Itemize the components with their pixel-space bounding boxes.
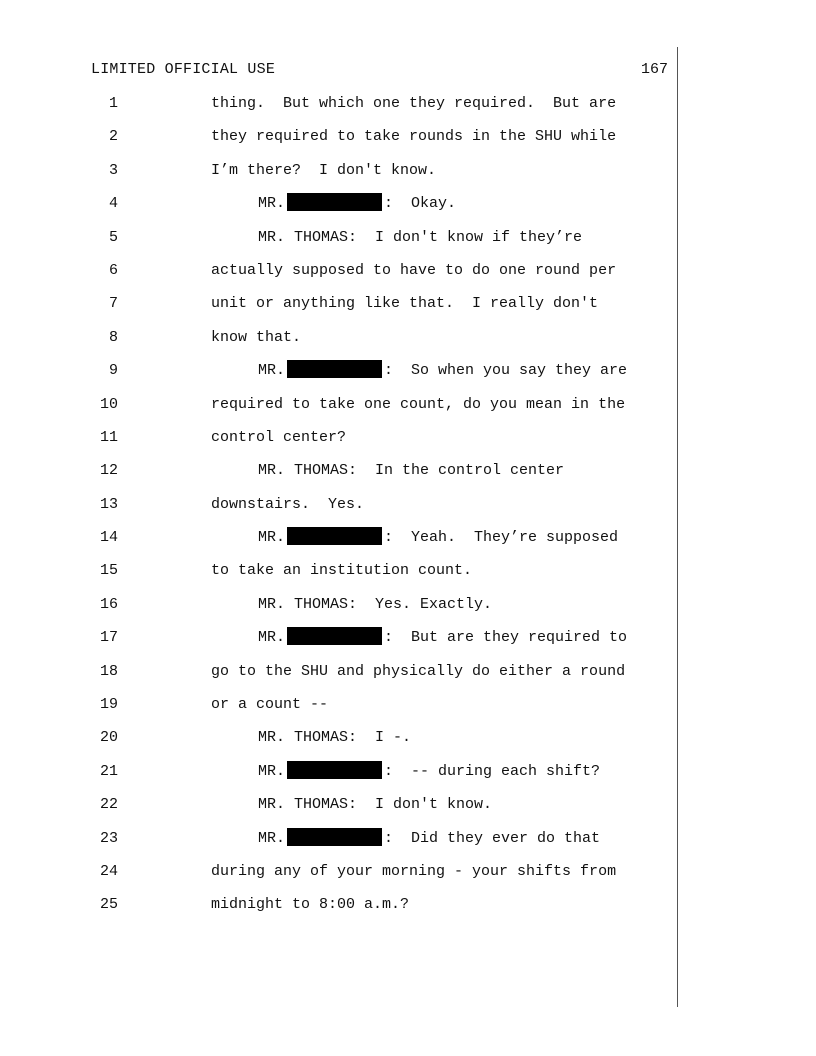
transcript-line xyxy=(0,493,676,526)
line-number: 20 xyxy=(99,729,118,747)
line-number: 24 xyxy=(99,862,118,880)
line-text-content: thing. But which one they required. But are xyxy=(211,95,617,112)
line-number: 10 xyxy=(99,395,118,413)
line-number: 14 xyxy=(99,529,118,547)
transcript-line xyxy=(0,426,676,459)
line-text-content: MR. xyxy=(258,529,286,547)
line-number: 18 xyxy=(99,662,118,680)
transcript-line xyxy=(0,526,676,559)
line-text-content: I’m there? I don't know. xyxy=(211,161,437,179)
transcript-line xyxy=(0,626,676,659)
line-text xyxy=(211,125,616,149)
line-number: 6 xyxy=(108,261,118,279)
right-margin-rule xyxy=(677,47,678,1007)
transcript-line xyxy=(0,559,676,592)
line-text-content: actually supposed to have to do one round per xyxy=(211,261,617,279)
line-number: 22 xyxy=(99,796,118,814)
transcript-line xyxy=(0,326,676,359)
line-text-content: MR. THOMAS: I don't know if they’re xyxy=(258,228,583,246)
line-text-content: MR. THOMAS: I don't know. xyxy=(258,796,493,814)
line-number: 3 xyxy=(108,161,118,179)
redaction-box xyxy=(287,193,382,211)
line-number: 25 xyxy=(99,896,118,914)
line-text xyxy=(211,693,328,717)
line-text xyxy=(211,493,364,517)
line-text-content: MR. THOMAS: I -. xyxy=(258,729,412,747)
transcript-line xyxy=(0,125,676,158)
line-number: 17 xyxy=(99,629,118,647)
line-text-content: midnight to 8:00 a.m.? xyxy=(211,896,410,914)
line-text-continuation: : So when you say they are xyxy=(384,362,628,380)
line-text-content: to take an institution count. xyxy=(211,562,473,580)
line-text-continuation: : But are they required to xyxy=(384,629,628,647)
page-number: 167 xyxy=(640,61,668,78)
line-text-content: MR. xyxy=(258,195,286,213)
transcript-line xyxy=(0,226,676,259)
line-text xyxy=(211,559,472,583)
line-text-content: downstairs. Yes. xyxy=(211,495,365,513)
line-number: 12 xyxy=(99,462,118,480)
line-text xyxy=(258,459,564,483)
line-text xyxy=(258,359,627,383)
line-text xyxy=(258,827,600,851)
line-text-continuation: : Okay. xyxy=(384,195,457,213)
line-text xyxy=(258,593,492,617)
line-text-content: they required to take rounds in the SHU while xyxy=(211,128,617,146)
line-text xyxy=(211,92,616,116)
transcript-line xyxy=(0,92,676,125)
line-text-content: during any of your morning - your shifts from xyxy=(211,862,617,880)
line-text-content: know that. xyxy=(211,328,302,346)
line-text-content: control center? xyxy=(211,428,347,446)
line-text-continuation: : Yeah. They’re supposed xyxy=(384,529,619,547)
line-text xyxy=(211,259,616,283)
redaction-box xyxy=(287,627,382,645)
transcript-line xyxy=(0,726,676,759)
line-number: 15 xyxy=(99,562,118,580)
line-text xyxy=(211,426,346,450)
line-text-content: MR. xyxy=(258,629,286,647)
line-text-content: required to take one count, do you mean in the xyxy=(211,395,626,413)
transcript-lines xyxy=(0,92,676,927)
transcript-line xyxy=(0,192,676,225)
line-text xyxy=(258,726,411,750)
transcript-line xyxy=(0,292,676,325)
transcript-line xyxy=(0,593,676,626)
transcript-line xyxy=(0,860,676,893)
line-number: 1 xyxy=(108,95,118,112)
line-text xyxy=(258,626,627,650)
line-number: 4 xyxy=(108,195,118,213)
line-number: 2 xyxy=(108,128,118,146)
line-number: 5 xyxy=(108,228,118,246)
line-text-content: unit or anything like that. I really don't xyxy=(211,295,599,313)
line-text xyxy=(211,326,301,350)
line-number: 16 xyxy=(99,595,118,613)
line-number: 8 xyxy=(108,328,118,346)
line-text-content: or a count -- xyxy=(211,696,329,714)
redaction-box xyxy=(287,527,382,545)
transcript-line xyxy=(0,459,676,492)
transcript-line xyxy=(0,259,676,292)
transcript-line xyxy=(0,893,676,926)
line-number: 13 xyxy=(99,495,118,513)
line-text-content: go to the SHU and physically do either a round xyxy=(211,662,626,680)
line-text xyxy=(258,760,600,784)
redaction-box xyxy=(287,828,382,846)
line-text xyxy=(211,660,625,684)
line-number: 21 xyxy=(99,762,118,780)
line-text-continuation: : -- during each shift? xyxy=(384,762,601,780)
line-text-content: MR. xyxy=(258,362,286,380)
line-text xyxy=(211,159,436,183)
line-number: 7 xyxy=(108,295,118,313)
line-text xyxy=(258,526,618,550)
transcript-line xyxy=(0,159,676,192)
line-text-content: MR. THOMAS: Yes. Exactly. xyxy=(258,595,493,613)
line-text-content: MR. xyxy=(258,829,286,847)
line-number: 19 xyxy=(99,696,118,714)
transcript-line xyxy=(0,393,676,426)
transcript-line xyxy=(0,760,676,793)
redaction-box xyxy=(287,360,382,378)
classification-header: LIMITED OFFICIAL USE xyxy=(91,61,276,78)
line-number: 9 xyxy=(108,362,118,380)
line-text xyxy=(258,793,492,817)
line-text-content: MR. xyxy=(258,762,286,780)
line-number: 11 xyxy=(99,428,118,446)
transcript-line xyxy=(0,359,676,392)
transcript-line xyxy=(0,693,676,726)
line-text xyxy=(258,226,582,250)
line-text xyxy=(211,393,625,417)
transcript-line xyxy=(0,660,676,693)
line-text xyxy=(211,893,409,917)
line-text xyxy=(211,292,598,316)
line-text xyxy=(211,860,616,884)
redaction-box xyxy=(287,761,382,779)
line-text-content: MR. THOMAS: In the control center xyxy=(258,462,565,480)
transcript-line xyxy=(0,793,676,826)
line-text xyxy=(258,192,456,216)
transcript-line xyxy=(0,827,676,860)
line-number: 23 xyxy=(99,829,118,847)
line-text-continuation: : Did they ever do that xyxy=(384,829,601,847)
